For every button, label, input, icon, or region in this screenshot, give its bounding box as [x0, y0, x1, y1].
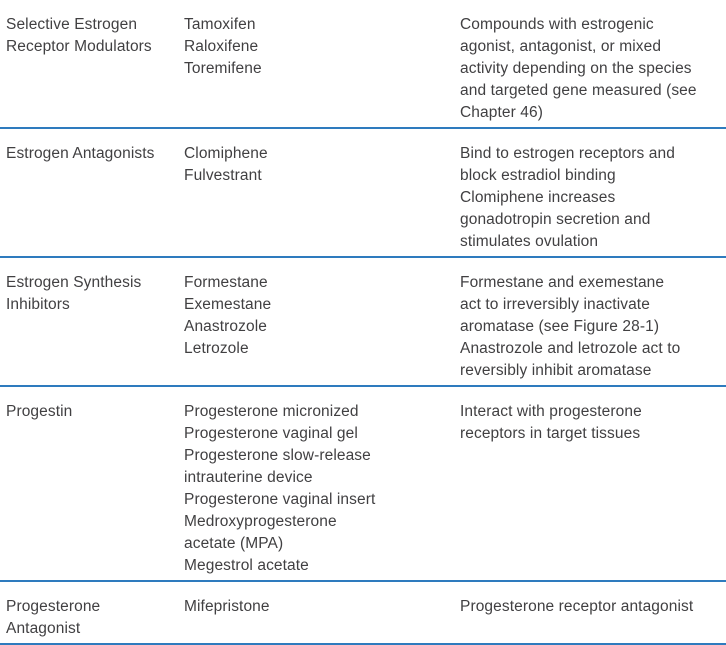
text-line: Fulvestrant	[184, 167, 262, 184]
text-line: stimulates ovulation	[460, 233, 599, 250]
text-line: acetate (MPA)	[184, 535, 284, 552]
drug-class-cell	[0, 14, 184, 58]
text-line: activity depending on the species	[460, 60, 692, 77]
text-line: Formestane	[184, 274, 268, 291]
text-line: Anastrozole and letrozole act to	[460, 340, 681, 357]
text-line: Progesterone receptor antagonist	[460, 598, 694, 615]
text-line: Progestin	[6, 403, 73, 420]
text-line: Progesterone	[6, 598, 101, 615]
description-cell	[460, 401, 726, 445]
drug-class-cell	[0, 596, 184, 640]
text-line: Anastrozole	[184, 318, 267, 335]
description-cell	[460, 14, 726, 124]
text-line: and targeted gene measured (see	[460, 82, 697, 99]
text-line: Progesterone vaginal insert	[184, 491, 376, 508]
text-line: Compounds with estrogenic	[460, 16, 654, 33]
table-row	[0, 258, 726, 387]
text-line: act to irreversibly inactivate	[460, 296, 650, 313]
drug-class-cell	[0, 401, 184, 423]
text-line: Letrozole	[184, 340, 249, 357]
text-line: aromatase (see Figure 28-1)	[460, 318, 660, 335]
text-line: Clomiphene	[184, 145, 268, 162]
table-row	[0, 582, 726, 645]
text-line: Medroxyprogesterone	[184, 513, 337, 530]
text-line: Toremifene	[184, 60, 262, 77]
drug-class-cell	[0, 272, 184, 316]
text-line: receptors in target tissues	[460, 425, 641, 442]
text-line: Formestane and exemestane	[460, 274, 665, 291]
text-line: Estrogen Antagonists	[6, 145, 155, 162]
text-line: reversibly inhibit aromatase	[460, 362, 652, 379]
drug-names-cell	[184, 596, 460, 618]
drug-names-cell	[184, 401, 460, 577]
description-cell	[460, 596, 726, 618]
drug-names-cell	[184, 143, 460, 187]
text-line: block estradiol binding	[460, 167, 616, 184]
text-line: Chapter 46)	[460, 104, 543, 121]
text-line: intrauterine device	[184, 469, 313, 486]
text-line: Raloxifene	[184, 38, 259, 55]
table-row	[0, 129, 726, 258]
text-line: Exemestane	[184, 296, 272, 313]
drug-names-cell	[184, 14, 460, 80]
text-line: Estrogen Synthesis	[6, 274, 142, 291]
table-row	[0, 0, 726, 129]
text-line: Mifepristone	[184, 598, 270, 615]
drug-names-cell	[184, 272, 460, 360]
description-cell	[460, 272, 726, 382]
table-row	[0, 387, 726, 582]
text-line: gonadotropin secretion and	[460, 211, 651, 228]
text-line: Tamoxifen	[184, 16, 256, 33]
text-line: Megestrol acetate	[184, 557, 309, 574]
text-line: Selective Estrogen	[6, 16, 138, 33]
text-line: Antagonist	[6, 620, 81, 637]
text-line: Progesterone slow-release	[184, 447, 371, 464]
text-line: Progesterone vaginal gel	[184, 425, 358, 442]
text-line: Interact with progesterone	[460, 403, 642, 420]
drug-class-cell	[0, 143, 184, 165]
text-line: Clomiphene increases	[460, 189, 616, 206]
text-line: agonist, antagonist, or mixed	[460, 38, 662, 55]
description-cell	[460, 143, 726, 253]
text-line: Inhibitors	[6, 296, 70, 313]
text-line: Receptor Modulators	[6, 38, 152, 55]
text-line: Progesterone micronized	[184, 403, 359, 420]
text-line: Bind to estrogen receptors and	[460, 145, 675, 162]
